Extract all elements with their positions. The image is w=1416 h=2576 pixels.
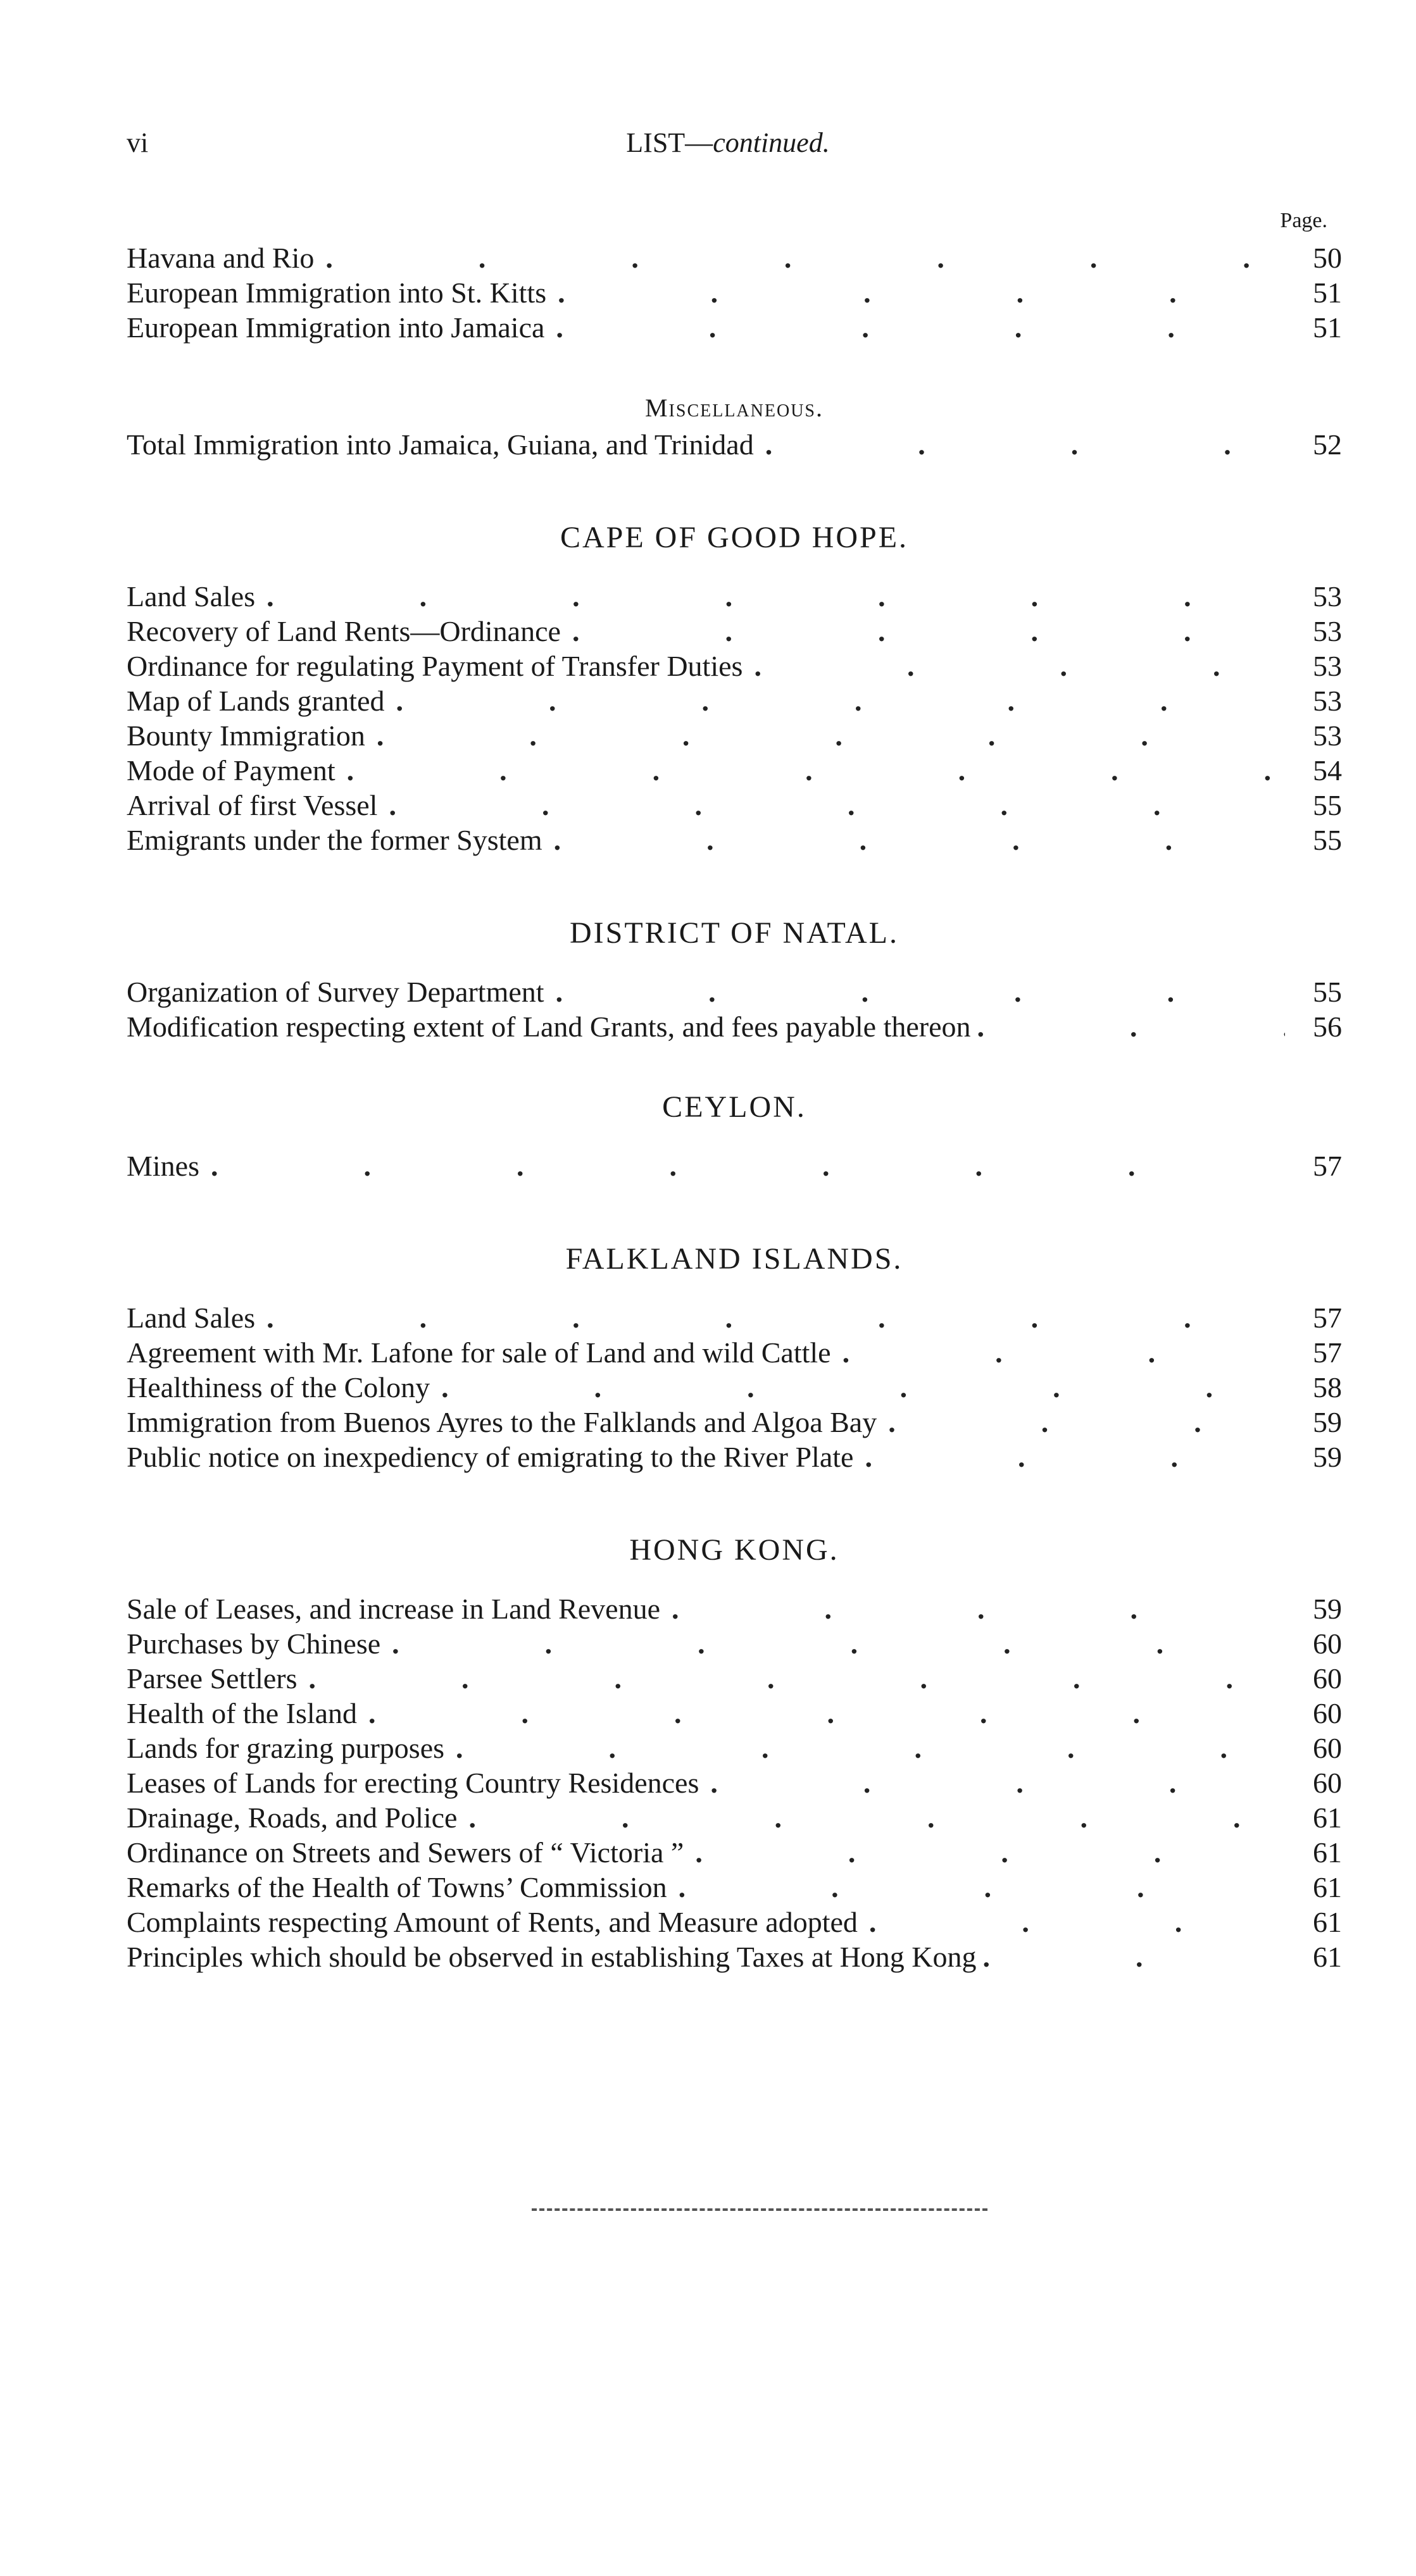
section-district-of-natal — [127, 914, 1342, 1044]
page-column-label: Page. — [1280, 209, 1327, 232]
dot-leader — [672, 1591, 1280, 1626]
dot-leader — [556, 974, 1280, 1009]
entry-page: 57 — [1313, 1336, 1342, 1369]
entry-label: Mines — [127, 1150, 199, 1182]
dot-leader — [266, 1300, 1280, 1335]
list-item — [127, 614, 1342, 649]
entry-label: Sale of Leases, and increase in Land Revenue — [127, 1593, 660, 1625]
entry-label: Immigration from Buenos Ayres to the Falklands and Algoa Bay — [127, 1406, 877, 1438]
dot-leader — [309, 1661, 1280, 1696]
dot-leader — [347, 753, 1280, 788]
dot-leader — [377, 718, 1280, 753]
entry-page: 59 — [1313, 1441, 1342, 1473]
entry-label: Health of the Island — [127, 1697, 358, 1729]
entry-label: Havana and Rio — [127, 242, 315, 274]
dot-leader — [554, 823, 1280, 857]
entry-page: 58 — [1313, 1371, 1342, 1403]
entry-page: 61 — [1313, 1906, 1342, 1938]
entry-page: 53 — [1313, 685, 1342, 717]
entry-label: Healthiness of the Colony — [127, 1371, 430, 1403]
entry-page: 60 — [1313, 1767, 1342, 1799]
entry-label: Lands for grazing purposes — [127, 1732, 445, 1764]
list-item — [127, 788, 1342, 823]
section-falkland-islands — [127, 1240, 1342, 1474]
entry-label: Drainage, Roads, and Police — [127, 1801, 458, 1834]
list-item — [127, 1765, 1342, 1800]
list-item — [127, 1731, 1342, 1765]
entry-label: Arrival of first Vessel — [127, 789, 378, 821]
list-item — [127, 1835, 1342, 1870]
entry-page: 55 — [1313, 976, 1342, 1008]
list-item — [127, 1800, 1342, 1835]
dot-leader — [843, 1335, 1280, 1370]
list-item — [127, 1905, 1342, 1939]
dot-leader — [325, 240, 1280, 275]
list-item — [127, 1870, 1342, 1905]
entry-page: 61 — [1313, 1871, 1342, 1903]
list-item — [127, 1009, 1342, 1044]
section-cape-of-good-hope — [127, 519, 1342, 857]
entry-page: 61 — [1313, 1941, 1342, 1973]
list-item — [127, 310, 1342, 345]
entry-page: 53 — [1313, 650, 1342, 682]
entry-label: Organization of Survey Department — [127, 976, 544, 1008]
closing-rule — [532, 2208, 987, 2216]
list-item — [127, 427, 1342, 462]
section-heading: CEYLON. — [662, 1090, 806, 1124]
list-item — [127, 1335, 1342, 1370]
list-item — [127, 649, 1342, 683]
running-title-main: LIST— — [626, 127, 713, 158]
list-item — [127, 579, 1342, 614]
entry-label: Bounty Immigration — [127, 719, 365, 752]
entry-label: Land Sales — [127, 580, 256, 613]
dot-leader — [765, 427, 1280, 462]
dot-leader — [572, 614, 1280, 649]
list-item — [127, 974, 1342, 1009]
list-item — [127, 1591, 1342, 1626]
list-item — [127, 1300, 1342, 1335]
running-title — [127, 127, 1329, 159]
entry-page: 51 — [1313, 277, 1342, 309]
running-title-continued: continued. — [713, 127, 830, 158]
section-heading: DISTRICT OF NATAL. — [570, 916, 899, 950]
entry-label: Recovery of Land Rents—Ordinance — [127, 615, 561, 647]
dot-leader — [211, 1148, 1280, 1183]
entry-label: Purchases by Chinese — [127, 1627, 381, 1660]
dot-leader — [456, 1731, 1280, 1765]
entry-page: 52 — [1313, 428, 1342, 461]
entry-label: Modification respecting extent of Land Grants, and fees payable thereon — [127, 1011, 971, 1043]
section-hong-kong — [127, 1531, 1342, 1974]
dot-leader — [695, 1835, 1280, 1870]
list-item — [127, 275, 1342, 310]
running-head — [127, 127, 1329, 165]
list-item — [127, 1696, 1342, 1731]
entry-label: Mode of Payment — [127, 754, 335, 787]
list-item — [127, 1939, 1342, 1974]
list-item — [127, 753, 1342, 788]
entry-page: 61 — [1313, 1801, 1342, 1834]
list-item — [127, 823, 1342, 857]
entry-page: 61 — [1313, 1836, 1342, 1869]
dot-leader — [556, 310, 1280, 345]
contents-list — [127, 240, 1342, 1974]
dot-leader — [266, 579, 1280, 614]
entry-label: European Immigration into St. Kitts — [127, 277, 547, 309]
entry-page: 60 — [1313, 1732, 1342, 1764]
entry-label: Parsee Settlers — [127, 1662, 298, 1695]
entry-label: Principles which should be observed in establishing Taxes at Hong Kong — [127, 1941, 977, 1973]
dot-leader — [869, 1905, 1280, 1939]
dot-leader — [441, 1370, 1280, 1405]
entry-page: 53 — [1313, 580, 1342, 613]
entry-page: 53 — [1313, 719, 1342, 752]
dot-leader — [558, 275, 1280, 310]
dot-leader — [865, 1440, 1280, 1474]
section-heading: HONG KONG. — [629, 1533, 839, 1567]
page-folio: vi — [127, 127, 149, 158]
entry-page: 56 — [1313, 1011, 1342, 1043]
list-item — [127, 1405, 1342, 1440]
list-item — [127, 1440, 1342, 1474]
entry-label: Leases of Lands for erecting Country Residences — [127, 1767, 699, 1799]
entry-page: 57 — [1313, 1150, 1342, 1182]
entry-page: 54 — [1313, 754, 1342, 787]
list-item — [127, 1148, 1342, 1183]
dot-leader — [396, 683, 1281, 718]
dot-leader — [983, 1939, 1285, 1974]
entry-label: Ordinance on Streets and Sewers of “ Victoria ” — [127, 1836, 684, 1869]
section-miscellaneous — [127, 389, 1342, 462]
list-item — [127, 1661, 1342, 1696]
list-item — [127, 1370, 1342, 1405]
entry-page: 59 — [1313, 1593, 1342, 1625]
list-item — [127, 718, 1342, 753]
dot-leader — [754, 649, 1280, 683]
entry-page: 53 — [1313, 615, 1342, 647]
entry-page: 60 — [1313, 1627, 1342, 1660]
entry-label: Ordinance for regulating Payment of Transfer Duties — [127, 650, 743, 682]
entry-page: 51 — [1313, 311, 1342, 344]
dot-leader — [679, 1870, 1280, 1905]
section-ceylon — [127, 1088, 1342, 1183]
entry-label: Emigrants under the former System — [127, 824, 542, 856]
entry-page: 57 — [1313, 1302, 1342, 1334]
entry-page: 60 — [1313, 1662, 1342, 1695]
entry-page: 50 — [1313, 242, 1342, 274]
section-heading: Miscellaneous. — [644, 394, 824, 422]
entry-label: Remarks of the Health of Towns’ Commission — [127, 1871, 667, 1903]
entry-label: Complaints respecting Amount of Rents, and Measure adopted — [127, 1906, 858, 1938]
section-heading: FALKLAND ISLANDS. — [565, 1242, 903, 1276]
entry-page: 59 — [1313, 1406, 1342, 1438]
entry-label: Total Immigration into Jamaica, Guiana, and Trinidad — [127, 428, 754, 461]
entry-page: 60 — [1313, 1697, 1342, 1729]
entry-label: Public notice on inexpediency of emigrating to the River Plate — [127, 1441, 854, 1473]
entry-label: Map of Lands granted — [127, 685, 385, 717]
list-item — [127, 1626, 1342, 1661]
dot-leader — [888, 1405, 1280, 1440]
dot-leader — [389, 788, 1280, 823]
dot-leader — [392, 1626, 1280, 1661]
dot-leader — [977, 1009, 1285, 1044]
entry-page: 55 — [1313, 824, 1342, 856]
entry-label: Land Sales — [127, 1302, 256, 1334]
list-item — [127, 240, 1342, 275]
entry-label: Agreement with Mr. Lafone for sale of Land and wild Cattle — [127, 1336, 831, 1369]
entry-page: 55 — [1313, 789, 1342, 821]
entry-label: European Immigration into Jamaica — [127, 311, 545, 344]
dot-leader — [468, 1800, 1280, 1835]
section-heading: CAPE OF GOOD HOPE. — [560, 521, 909, 554]
section-west-indies-continued — [127, 240, 1342, 345]
dot-leader — [368, 1696, 1280, 1731]
dot-leader — [710, 1765, 1280, 1800]
list-item — [127, 683, 1342, 718]
